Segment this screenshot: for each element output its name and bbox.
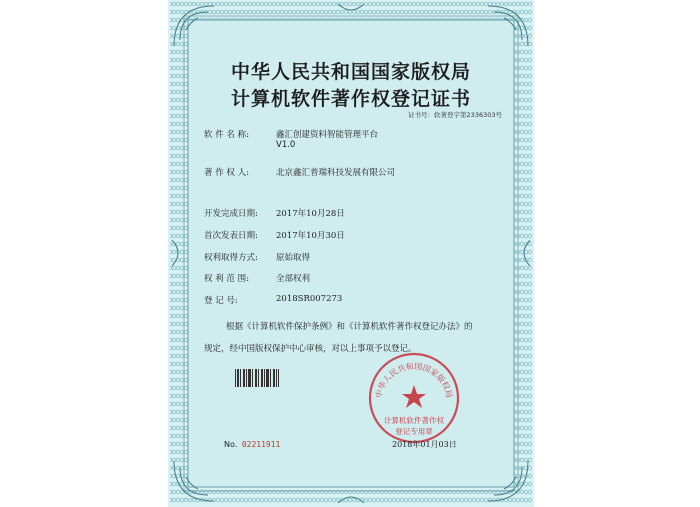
seal-text-line-1: 计算机软件著作权 — [384, 416, 444, 425]
field-value: 鑫汇创建资料智能管理平台 — [276, 130, 379, 140]
issue-date: 2018年01月03日 — [392, 440, 457, 449]
serial-number — [224, 440, 280, 449]
field-label: 权 利 范 围: — [204, 274, 249, 284]
seal-ring-text: 中华人民共和国国家版权局 — [374, 361, 454, 399]
field-label: 登 记 号: — [204, 296, 238, 306]
serial-value: 02211911 — [241, 440, 281, 449]
field-value: 2017年10月28日 — [276, 209, 345, 219]
statement-line-2: 规定，经中国版权保护中心审核，对以上事项予以登记。 — [204, 344, 417, 354]
seal-text-line-2: 登记专用章 — [395, 427, 433, 436]
field-label: 著 作 权 人: — [204, 168, 249, 178]
statement-line-1: 根据《计算机软件保护条例》和《计算机软件著作权登记办法》的 — [226, 322, 473, 332]
certificate-number: 证书号：软著登字第2336303号 — [408, 111, 502, 119]
issuing-authority-title: 中华人民共和国国家版权局 — [230, 61, 471, 83]
field-value: 北京鑫汇普瑞科技发展有限公司 — [276, 168, 396, 178]
field-label: 权利取得方式: — [204, 253, 258, 263]
certificate — [168, 0, 534, 507]
star-icon — [402, 385, 426, 408]
field-value-version: V1.0 — [276, 140, 296, 150]
field-value: 2017年10月30日 — [276, 231, 345, 241]
field-value: 原始取得 — [276, 253, 311, 263]
field-value: 全部权利 — [276, 274, 311, 284]
field-label: 开发完成日期: — [204, 209, 258, 219]
serial-label: No. — [224, 440, 238, 449]
field-label: 软 件 名 称: — [204, 130, 249, 140]
field-label: 首次发表日期: — [204, 231, 258, 241]
barcode-icon — [234, 368, 280, 388]
field-value: 2018SR007273 — [276, 294, 343, 304]
certificate-title: 计算机软件著作权登记证书 — [230, 88, 471, 110]
